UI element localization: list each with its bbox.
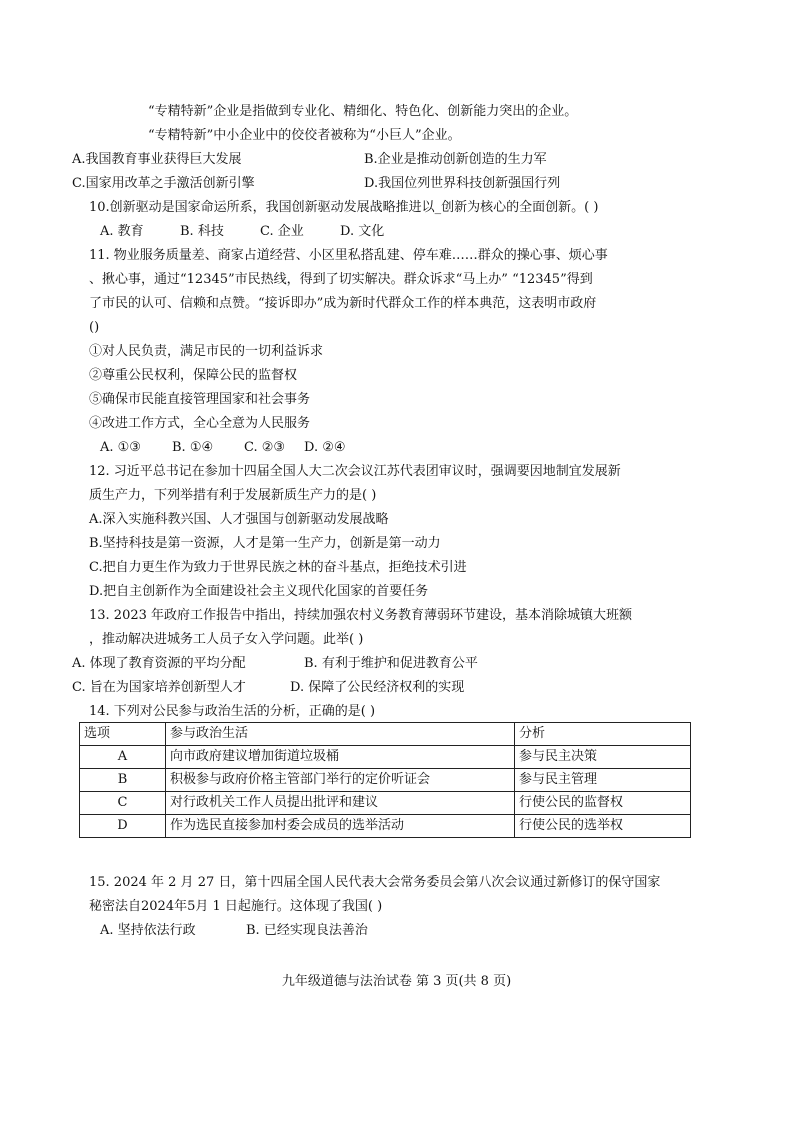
table-row: [80, 769, 691, 792]
q12-line-2: 质生产力，下列举措有利于发展新质生产力的是( ): [89, 488, 377, 503]
q14-table: [79, 722, 691, 838]
q14-header-participation: 参与政治生活: [166, 723, 515, 746]
q11-line-4: (): [89, 320, 100, 335]
q13-line-1: 13. 2023 年政府工作报告中指出，持续加强农村义务教育薄弱环节建设，基本消除城镇大班额: [89, 608, 633, 623]
q14-row-a-option: A: [80, 746, 166, 769]
q13-line-2: ，推动解决进城务工人员子女入学问题。此举( ): [89, 632, 364, 647]
q15-options: [100, 922, 368, 940]
q10-option-a: A. 教育: [100, 224, 144, 239]
q11-item-1: ①对人民负责，满足市民的一切利益诉求: [89, 344, 324, 359]
q13-option-b: B. 有利于维护和促进教育公平: [304, 656, 478, 671]
q13-option-c: C. 旨在为国家培养创新型人才: [72, 680, 246, 695]
q13-option-a: A. 体现了教育资源的平均分配: [72, 656, 246, 671]
q15-option-b: B. 已经实现良法善治: [246, 923, 368, 938]
q9-option-b: B.企业是推动创新创造的生力军: [364, 152, 547, 167]
q10-option-c: C. 企业: [260, 224, 304, 239]
q12-option-c: C.把自力更生作为致力于世界民族之林的奋斗基点，拒绝技术引进: [89, 560, 467, 575]
q14-header-option: 选项: [80, 723, 166, 746]
q12-option-a: A.深入实施科教兴国、人才强国与创新驱动发展战略: [89, 512, 389, 527]
q11-line-1: 11. 物业服务质量差、商家占道经营、小区里私搭乱建、停车难……群众的操心事、烦心事: [89, 248, 608, 263]
q11-options: [100, 439, 346, 457]
q10-option-b: B. 科技: [180, 224, 224, 239]
q11-line-3: 了市民的认可、信赖和点赞。“接诉即办”成为新时代群众工作的样本典范，这表明市政府: [89, 296, 597, 311]
q14-row-a-participation: 向市政府建议增加街道垃圾桶: [166, 746, 515, 769]
q14-row-d-option: D: [80, 815, 166, 838]
q14-table-header-row: [80, 723, 691, 746]
q10-option-d: D. 文化: [340, 224, 385, 239]
q11-item-4: ④改进工作方式，全心全意为人民服务: [89, 416, 311, 431]
q15-line-1: 15. 2024 年 2 月 27 日，第十四届全国人民代表大会常务委员会第八次会议通过新修订的保守国家: [89, 875, 661, 890]
q14-row-c-option: C: [80, 792, 166, 815]
q11-item-2: ②尊重公民权利，保障公民的监督权: [89, 368, 298, 383]
q12-option-d: D.把自主创新作为全面建设社会主义现代化国家的首要任务: [89, 584, 429, 599]
q11-item-3: ⑤确保市民能直接管理国家和社会事务: [89, 392, 311, 407]
q12-option-b: B.坚持科技是第一资源，人才是第一生产力，创新是第一动力: [89, 536, 441, 551]
q11-option-c: C. ②③: [244, 440, 286, 455]
q9-option-c: C.国家用改革之手激活创新引擎: [72, 176, 255, 191]
q9-option-d: D.我国位列世界科技创新强国行列: [364, 176, 561, 191]
q14-row-b-participation: 积极参与政府价格主管部门举行的定价听证会: [166, 769, 515, 792]
q14-row-c-analysis: 行使公民的监督权: [515, 792, 691, 815]
q14-row-b-option: B: [80, 769, 166, 792]
q14-row-a-analysis: 参与民主决策: [515, 746, 691, 769]
q12-line-1: 12. 习近平总书记在参加十四届全国人大二次会议江苏代表团审议时，强调要因地制宜发展新: [89, 464, 621, 479]
q14-header-analysis: 分析: [515, 723, 691, 746]
q15-option-a: A. 坚持依法行政: [100, 923, 196, 938]
intro-line-2: “专精特新”中小企业中的佼佼者被称为“小巨人”企业。: [148, 128, 461, 143]
q15-line-2: 秘密法自2024年5月 1 日起施行。这体现了我国( ): [89, 899, 383, 914]
table-row: [80, 815, 691, 838]
table-row: [80, 746, 691, 769]
q11-option-b: B. ①④: [172, 440, 214, 455]
intro-line-1: “专精特新”企业是指做到专业化、精细化、特色化、创新能力突出的企业。: [148, 104, 578, 119]
q14-row-b-analysis: 参与民主管理: [515, 769, 691, 792]
q11-line-2: 、揪心事，通过“12345”市民热线，得到了切实解决。群众诉求“马上办” “12345”得到: [89, 272, 593, 287]
q13-option-d: D. 保障了公民经济权利的实现: [290, 680, 465, 695]
q11-option-d: D. ②④: [304, 440, 346, 455]
q11-option-a: A. ①③: [100, 440, 141, 455]
q9-option-a: A.我国教育事业获得巨大发展: [72, 152, 242, 167]
q14-stem: 14. 下列对公民参与政治生活的分析，正确的是( ): [89, 704, 376, 719]
table-row: [80, 792, 691, 815]
q10-stem: 10.创新驱动是国家命运所系，我国创新驱动发展战略推进以_创新为核心的全面创新。( ): [89, 200, 599, 215]
q10-options: [100, 223, 384, 241]
q14-row-d-analysis: 行使公民的选举权: [515, 815, 691, 838]
q14-row-d-participation: 作为选民直接参加村委会成员的选举活动: [166, 815, 515, 838]
q14-row-c-participation: 对行政机关工作人员提出批评和建议: [166, 792, 515, 815]
page-footer: 九年级道德与法治试卷 第 3 页(共 8 页): [281, 974, 512, 989]
